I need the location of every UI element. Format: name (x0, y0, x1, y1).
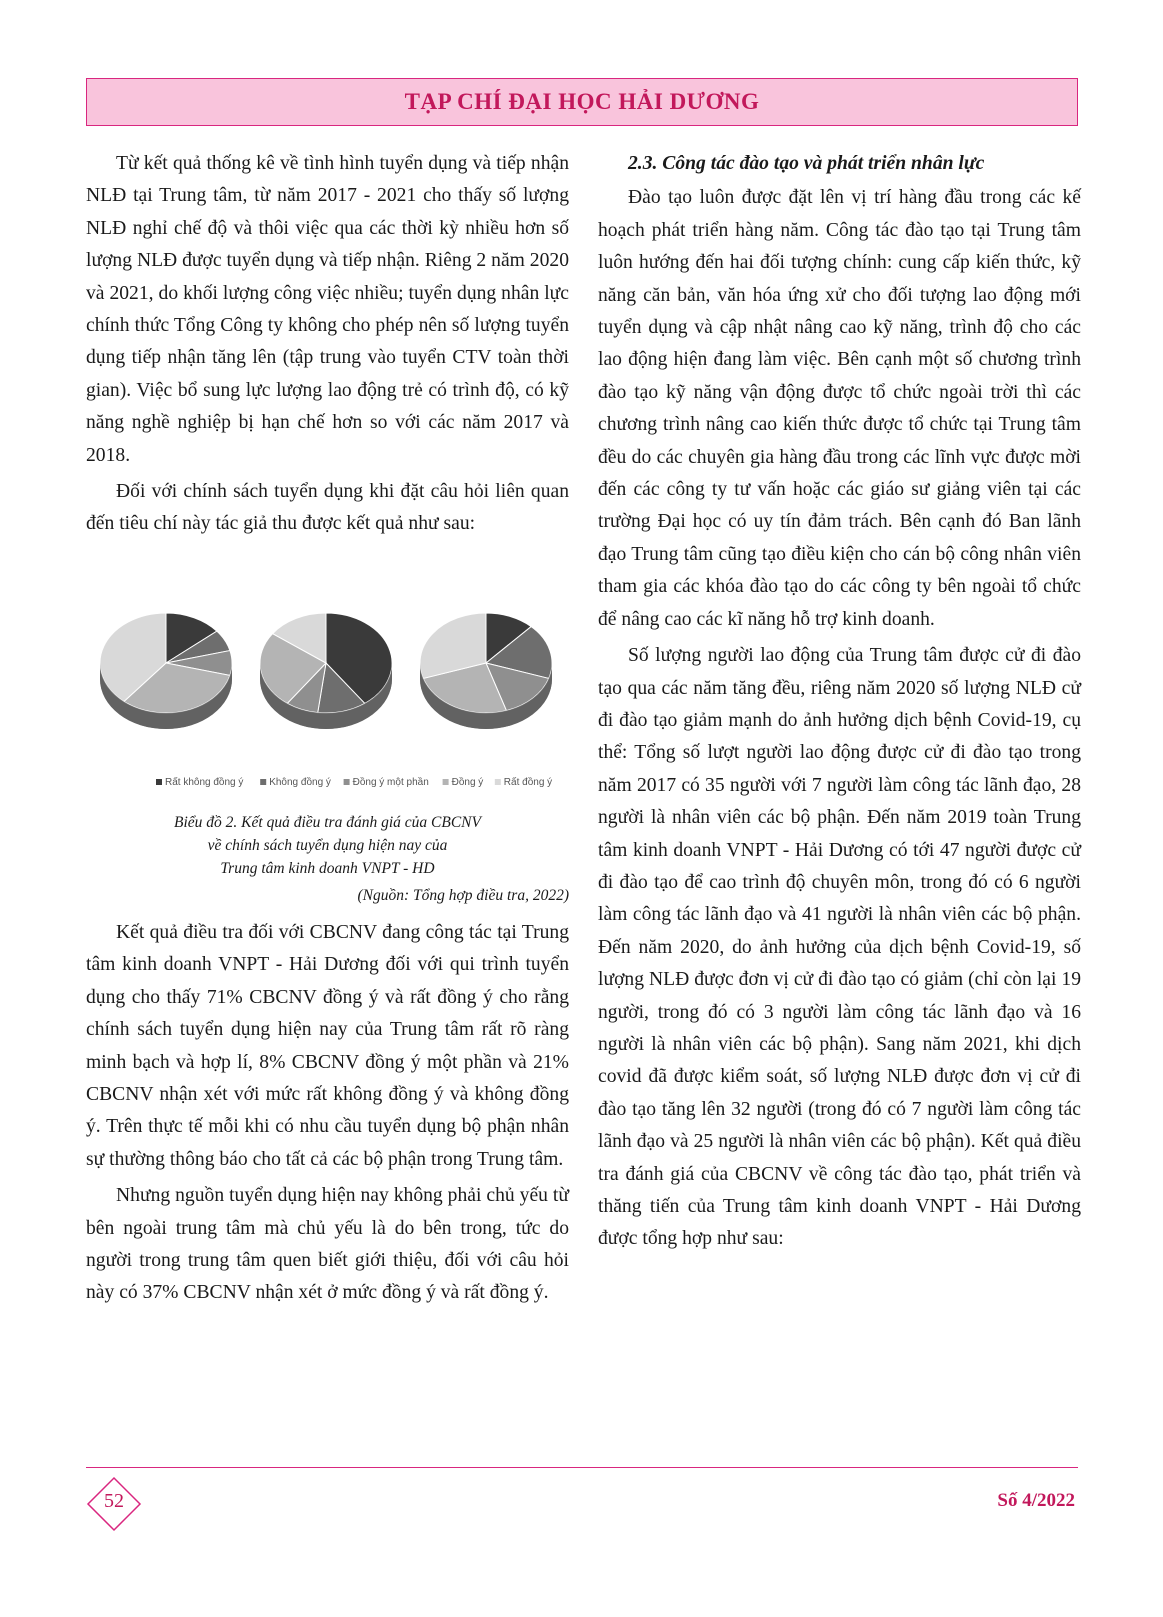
figure-caption (86, 811, 569, 880)
pie-chart-svg (86, 553, 569, 803)
figure-pie-charts (86, 553, 569, 907)
paragraph: Từ kết quả thống kê về tình hình tuyển dụng và tiếp nhận NLĐ tại Trung tâm, từ năm 2017 - 2021 cho thấy số lượng NLĐ nghỉ chế độ và thôi việc qua các thời kỳ nhiều hơn số lượng NLĐ được tuyển dụng và tiếp nhận. Riêng 2 năm 2020 và 2021, do khối lượng công việc nhiều; tuyển dụng nhân lực chính thức Tổng Công ty không cho phép nên số lượng tuyển dụng tiếp nhận tăng lên (tập trung vào tuyển CTV toàn thời gian). Việc bổ sung lực lượng lao động trẻ có trình độ, có kỹ năng nghề nghiệp bị hạn chế hơn so với các năm 2017 và 2018. (86, 153, 569, 466)
paragraph: Đối với chính sách tuyển dụng khi đặt câu hỏi liên quan đến tiêu chí này tác giả thu được kết quả như sau: (86, 481, 569, 535)
caption-line: Biểu đồ 2. Kết quả điều tra đánh giá của CBCNV (174, 813, 481, 831)
right-column (598, 148, 1081, 1260)
legend-swatch (344, 779, 350, 785)
caption-line: về chính sách tuyển dụng hiện nay của (207, 836, 448, 854)
legend-label: Đồng ý một phần (352, 776, 429, 788)
legend-label: Rất không đồng ý (165, 776, 244, 788)
paragraph: Nhưng nguồn tuyển dụng hiện nay không phải chủ yếu từ bên ngoài trung tâm mà chủ yếu là do bên trong, tức do người trong trung tâm quen biết giới thiệu, đối với câu hỏi này có 37% CBCNV nhận xét ở mức đồng ý và rất đồng ý. (86, 1185, 569, 1304)
footer-rule (86, 1467, 1078, 1468)
section-heading: 2.3. Công tác đào tạo và phát triển nhân lực (628, 153, 985, 174)
legend-label: Không đồng ý (269, 776, 331, 788)
legend-label: Đồng ý (451, 776, 484, 788)
left-column (86, 148, 569, 1314)
legend-swatch (443, 779, 449, 785)
legend-swatch (156, 779, 162, 785)
paragraph: Số lượng người lao động của Trung tâm được cử đi đào tạo qua các năm tăng đều, riêng năm 2020 số lượng NLĐ cử đi đào tạo giảm mạnh do ảnh hưởng dịch bệnh Covid-19, cụ thể: Tổng số lượt người lao động được cử đi đào tạo trong năm 2017 có 35 người với 7 người làm công tác lãnh đạo, 28 người là nhân viên các bộ phận. Đến năm 2019 toàn Trung tâm kinh doanh VNPT - Hải Dương có tới 47 người được cử đi đào tạo để cao trình độ chuyên môn, trong đó có 6 người làm công tác lãnh đạo và 41 người là nhân viên các bộ phận. Đến năm 2020, do ảnh hưởng của dịch bệnh Covid-19, số lượng NLĐ được đơn vị cử đi đào tạo có giảm (chỉ còn lại 19 người, trong đó có 3 người làm công tác lãnh đạo và 16 người là nhân viên các bộ phận). Sang năm 2021, khi dịch covid đã được kiểm soát, số lượng NLĐ được đơn vị cử đi đào tạo tăng lên 32 người (trong đó có 7 người làm công tác lãnh đạo và 25 người là nhân viên các bộ phận). Kết quả điều tra đánh giá của CBCNV về công tác đào tạo, phát triển và thăng tiến của Trung tâm kinh doanh VNPT - Hải Dương được tổng hợp như sau: (598, 645, 1081, 1250)
legend-swatch (260, 779, 266, 785)
legend-label: Rất đồng ý (503, 776, 553, 788)
paragraph: Kết quả điều tra đối với CBCNV đang công tác tại Trung tâm kinh doanh VNPT - Hải Dương đối với qui trình tuyển dụng cho thấy 71% CBCNV đồng ý và rất đồng ý cho rằng chính sách tuyển dụng hiện nay của Trung tâm rất rõ ràng minh bạch và hợp lí, 8% CBCNV đồng ý một phần và 21% CBCNV nhận xét với mức rất không đồng ý và không đồng ý. Trên thực tế mỗi khi có nhu cầu tuyển dụng bộ phận nhân sự thường thông báo cho tất cả các bộ phận trong Trung tâm. (86, 921, 569, 1170)
caption-line: Trung tâm kinh doanh VNPT - HD (220, 859, 435, 877)
figure-source: (Nguồn: Tổng hợp điều tra, 2022) (357, 886, 569, 904)
issue-number: Số 4/2022 (997, 1490, 1075, 1511)
journal-title: TẠP CHÍ ĐẠI HỌC HẢI DƯƠNG (404, 89, 760, 114)
legend-swatch (495, 779, 501, 785)
page-number: 52 (104, 1490, 124, 1512)
journal-header-band (86, 78, 1078, 126)
paragraph: Đào tạo luôn được đặt lên vị trí hàng đầu trong các kế hoạch phát triển hàng năm. Công tác đào tạo tại Trung tâm luôn hướng đến hai đối tượng chính: cung cấp kiến thức, kỹ năng căn bản, văn hóa ứng xử cho đối tượng lao động mới tuyển dụng và cập nhật nâng cao kỹ năng, trình độ cho các lao động hiện đang làm việc. Bên cạnh một số chương trình đào tạo kỹ năng vận động được tổ chức ngoài trời thì các chương trình nâng cao kiến thức được tổ chức tại Trung tâm đều do các chuyên gia hàng đầu trong các lĩnh vực được mời đến các công ty tư vấn hoặc các giáo sư giảng viên tại các trường Đại học có uy tín đảm trách. Bên cạnh đó Ban lãnh đạo Trung tâm cũng tạo điều kiện cho cán bộ công nhân viên tham gia các khóa đào tạo do các công ty bên ngoài tổ chức để nâng cao các kĩ năng hỗ trợ kinh doanh. (598, 187, 1081, 630)
